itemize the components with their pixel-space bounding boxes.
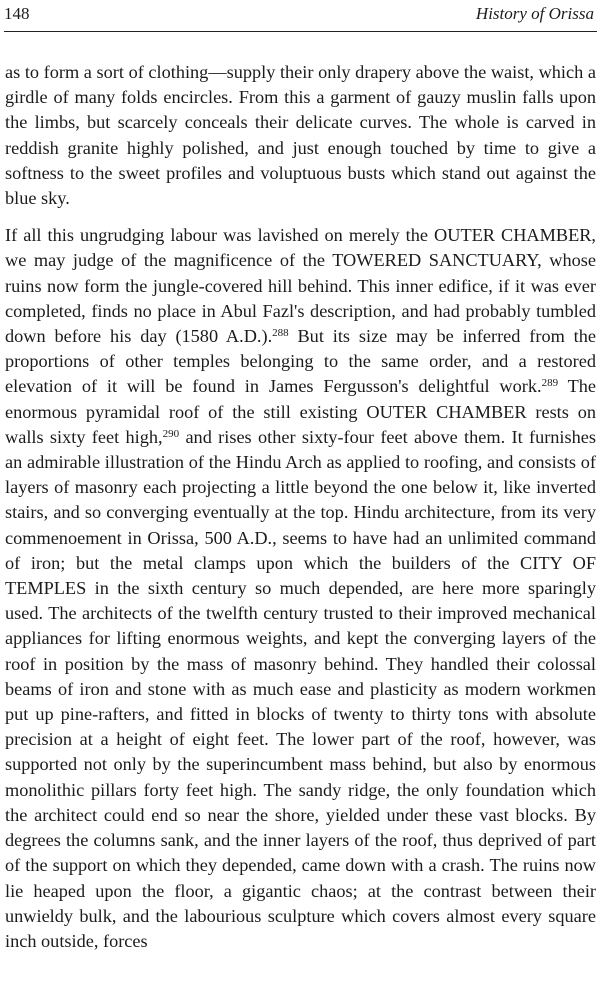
paragraph-text: The enormous pyramidal roof of the still existing OUTER CHAMBER rests on walls sixty feet high, [5,376,596,447]
paragraph-text: But its size may be inferred from the proportions of other temples belonging to the same order, and a restored elevation of it will be found in James Fergusson's delightful work. [5,326,597,397]
body-text [5,60,596,954]
paragraph: as to form a sort of clothing—supply their only drapery above the waist, which a girdle of many folds encircles. From this a garment of gauzy muslin falls upon the limbs, but scarcely conceals their delicate curves. The whole is carved in reddish granite highly polished, and just enough touched by time to give a softness to the sweet profiles and voluptuous busts which stand out against the blue sky. [5,62,596,209]
paragraph-text: If all this ungrudging labour was lavished on merely the OUTER CHAMBER, we may judge of the magnificence of the TOWERED SANCTUARY, whose ruins now form the jungle-covered hill behind. This inner edifice, if it was ever completed, finds no place in Abul Fazl's description, and had probably tumbled down before his day (1580 A.D.). [5,225,596,347]
running-title: History of Orissa [475,4,594,23]
footnote-marker: 290 [162,427,180,440]
footnote-marker: 289 [541,377,559,390]
footnote-marker: 288 [272,327,289,340]
paragraph-text: and rises other sixty-four feet above them. It furnishes an admirable illustration of the Hindu Arch as applied to roofing, and consists of layers of masonry each projecting a little beyond the one below it, like inverted stairs, and so converging eventually at the top. Hindu architecture, from its very commenoement in Orissa, 500 A.D., seems to have had an unlimited command of iron; but the metal clamps upon which the builders of the CITY OF TEMPLES in the sixth century so much depended, are here more sparingly used. The architects of the twelfth century trusted to their improved mechanical appliances for lifting enormous weights, and kept the converging layers of the roof in position by the mass of masonry behind. They handled their colossal beams of iron and stone with as much ease and plasticity as modern workmen put up pine-rafters, and fitted in blocks of twenty to thirty tons with absolute precision at a height of eight feet. The lower part of the roof, however, was supported not only by the superincumbent mass behind, but also by enormous monolithic pillars forty feet high. The sandy ridge, the only foundation which the architect could end so near the shore, yielded under these vast blocks. By degrees the columns sank, and the inner layers of the roof, thus deprived of part of the support on which they depended, came down with a crash. The ruins now lie heaped upon the floor, a gigantic chaos; at the contrast between their unwieldy bulk, and the labourious sculpture which covers almost every square inch outside, forces [5,426,596,951]
page-header [4,4,594,28]
paragraph [5,223,596,954]
page-number: 148 [4,4,30,23]
header-rule [4,31,597,32]
